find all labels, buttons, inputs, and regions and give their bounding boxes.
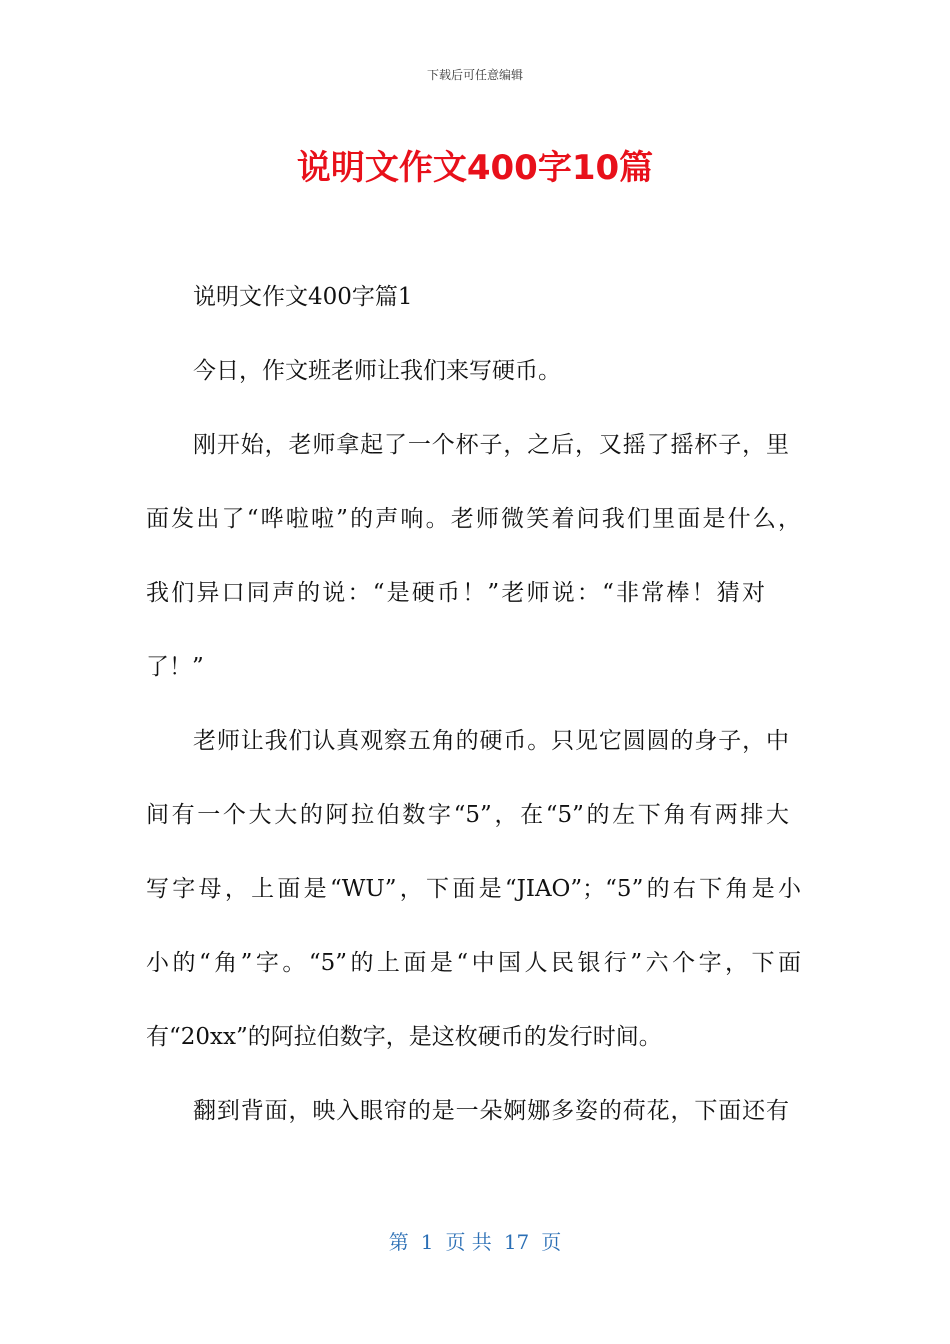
paragraph-line: 有“20xx”的阿拉伯数字，是这枚硬币的发行时间。 [146,1024,662,1050]
paragraph-line: 面发出了“哗啦啦”的声响。老师微笑着问我们里面是什么， [146,506,801,532]
paragraph-line: 间有一个大大的阿拉伯数字“5”，在“5”的左下角有两排大 [146,802,789,828]
paragraph-line: 翻到背面，映入眼帘的是一朵婀娜多姿的荷花，下面还有 [193,1098,789,1124]
footer-middle: 页 共 [445,1230,492,1254]
footer-prefix: 第 [388,1230,409,1254]
paragraph-line: 今日，作文班老师让我们来写硬币。 [193,358,561,384]
document-title: 说明文作文400字10篇 [296,148,654,188]
paragraph-line: 我们异口同声的说：“是硬币！”老师说：“非常棒！猜对 [146,580,765,606]
paragraph-line: 写字母，上面是“WU”，下面是“JIAO”；“5”的右下角是小 [146,876,801,902]
paragraph-line: 老师让我们认真观察五角的硬币。只见它圆圆的身子，中 [193,728,789,754]
page-footer [0,1226,950,1255]
footer-suffix: 页 [541,1230,562,1254]
paragraph-line: 刚开始，老师拿起了一个杯子，之后，又摇了摇杯子，里 [193,432,789,458]
footer-page-number: 1 [420,1230,434,1254]
footer-total-pages: 17 [503,1230,530,1254]
header-note: 下载后可任意编辑 [426,68,523,82]
section-heading: 说明文作文400字篇1 [193,284,413,310]
paragraph-line: 了！” [146,654,204,680]
paragraph-line: 小的“角”字。“5”的上面是“中国人民银行”六个字，下面 [146,950,801,976]
